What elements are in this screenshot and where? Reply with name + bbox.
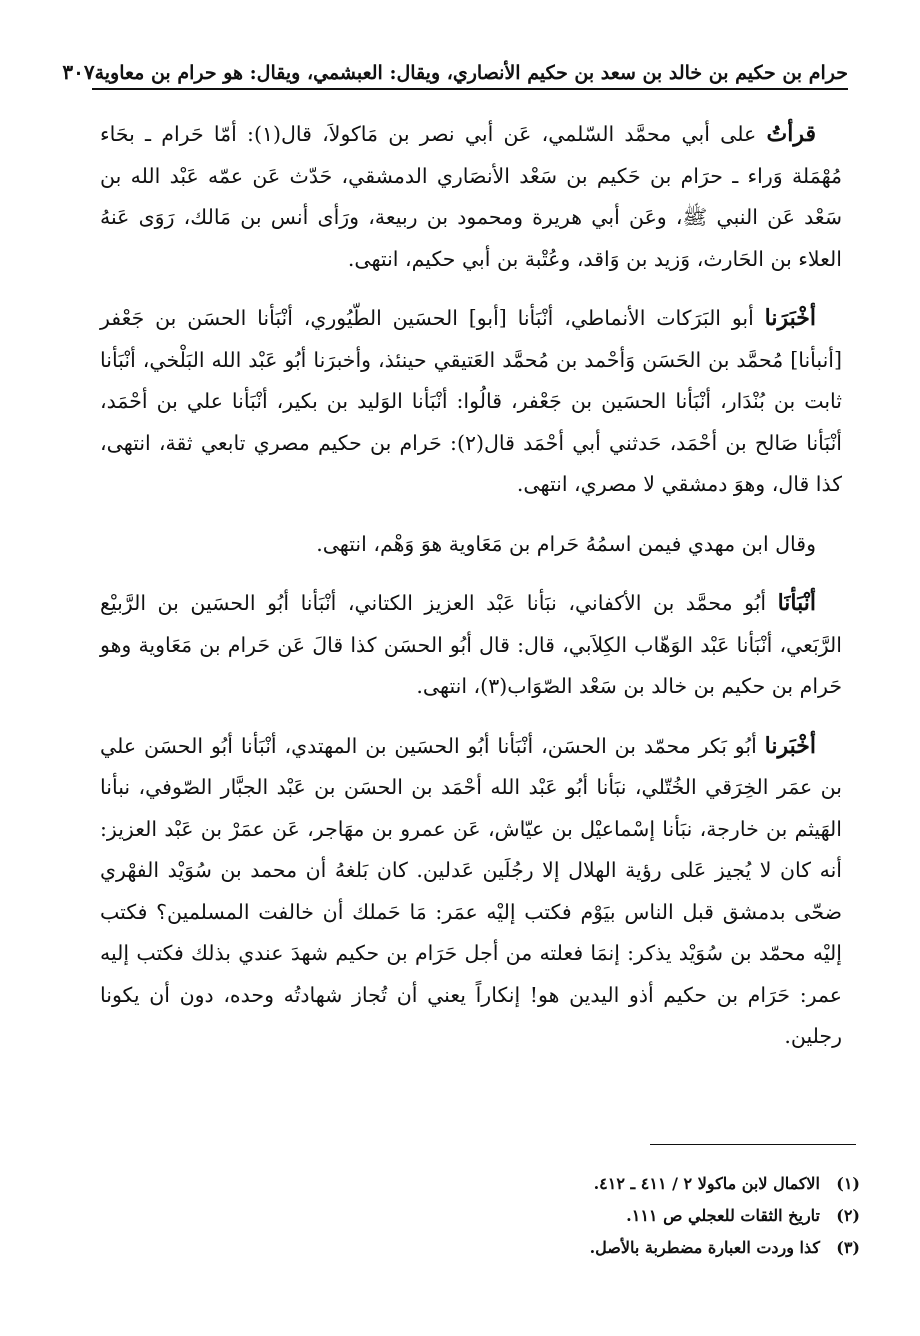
page-number: ٣٠٧ [62,60,95,84]
paragraph-text: على أبي محمَّد السّلمي، عَن أبي نصر بن مَاكولاَ، قال(١): أمّا حَرام ـ بحَاء مُهْمَلة وَراء ـ حرَام بن حَكيم بن سَعْد الأنصَاري الدمشقي، حَدّث عَن عمّه عَبْد الله بن سَعْد عَن النبي ﷺ، وعَن أبي هريرة ومحمود بن ربيعة، ورَأى أنس بن مَالك، رَوَى عَنهُ العلاء بن الحَارث، وَزيد بن وَاقد، وعُتْبة بن أبي حكيم، انتهى. [100,122,842,271]
paragraph-3 [100,524,842,566]
footnote-3 [300,1232,860,1264]
footnote-2 [300,1200,860,1232]
footnote-text: كذا وردت العبارة مضطربة بالأصل. [589,1238,820,1257]
paragraph-text: أبُو بَكر محمّد بن الحسَن، أنْبَأنا أبُو الحسَين بن المهتدي، أنْبَأنا أبُو الحسَن علي بن عمَر الخِرَقي الخُتّلي، نبَأنا أبُو عَبْد الله أحْمَد بن الحسَن بن عَبْد الجبَّار الصّوفي، نبأنا الهَيثم بن خارجة، نبَأنا إسْماعيْل بن عيّاش، عَن عمرو بن مهَاجر، عَن عمَرْ بن عَبْد العزيز: أنه كان لا يُجيز عَلى رؤية الهلال إلا رجُلَين عَدلين. كان بَلغهُ أن محمد بن سُوَيْد الفهْري ضحّى بدمشق قبل الناس بيَوْم فكتب إليْه عمَر: مَا حَملك أن خالفت المسلمين؟ فكتب إليْه محمّد بن سُوَيْد يذكر: إنمَا فعلته من أجل حَرَام بن حكيم شهدَ عندي بذلك فكتب إليه عمر: حَرَام بن حكيم أذو اليدين هو! إنكاراً يعني أن تُجاز شهادتُه وحده، دون أن يكونا رجلين. [100,733,842,1048]
footnote-separator [650,1144,856,1145]
main-text [100,114,842,1076]
running-header [62,52,848,90]
running-header-title: حرام بن حكيم بن خالد بن سعد بن حكيم الأنصاري، ويقال: العبشمي، ويقال: هو حرام بن معاوية [94,62,848,84]
paragraph-text: أبُو محمَّد بن الأكفاني، نبَأنا عَبْد العزيز الكتاني، أنْبَأنا أبُو الحسَين بن الرَّبيْع الرَّبَعي، أنْبَأنا عَبْد الوَهّاب الكِلاَبي، قال: قال أبُو الحسَن كذا قالَ عَن حَرام بن مَعَاوية وهو حَرام بن حكيم بن خالد بن سَعْد الصّوَاب(٣)، انتهى. [100,591,842,698]
paragraph-5 [100,726,842,1058]
footnote-number: (١) [836,1174,860,1193]
footnote-text: تاريخ الثقات للعجلي ص ١١١. [626,1206,820,1225]
footnote-1 [300,1168,860,1200]
paragraph-1 [100,114,842,280]
footnote-number: (٢) [836,1206,860,1225]
paragraph-lead-word: أخْبَرنا [764,732,816,759]
paragraph-lead-word: أنْبَأنَا [777,590,816,616]
paragraph-2 [100,298,842,506]
paragraph-lead-word: أخْبَرَنا [764,305,816,331]
paragraph-4 [100,583,842,708]
footnote-text: الاكمال لابن ماكولا ٢ / ٤١١ ـ ٤١٢. [593,1174,820,1193]
paragraph-text: وقال ابن مهدي فيمن اسمُهُ حَرام بن مَعَاوية هوَ وَهْم، انتهى. [316,531,816,556]
paragraph-lead-word: قرأتُ [766,121,817,147]
footnotes [300,1168,860,1264]
footnote-number: (٣) [836,1238,860,1257]
paragraph-text: أبو البَرَكات الأنماطي، أنْبَأنا [أبو] الحسَين الطّيُوري، أنْبَأنا الحسَن بن جَعْفر [أنبأنا] مُحمَّد بن الحَسَن وَأحْمد بن مُحمَّد العَتيقي حينئذ، وأخبرَنا أبُو عَبْد الله البَلْخي، أنْبَأنا ثابت بن بُنْدَار، أنْبَأنا الحسَين بن جَعْفر، قالُوا: أنْبَأنا الوَليد بن بكير، أنْبَأنا علي بن أحْمَد، أنْبَأنا صَالح بن أحْمَد، حَدثني أبي أحْمَد قال(٢): حَرام بن حكيم مصري تابعي ثقة، انتهى، كذا قال، وهوَ دمشقي لا مصري، انتهى. [100,306,842,496]
